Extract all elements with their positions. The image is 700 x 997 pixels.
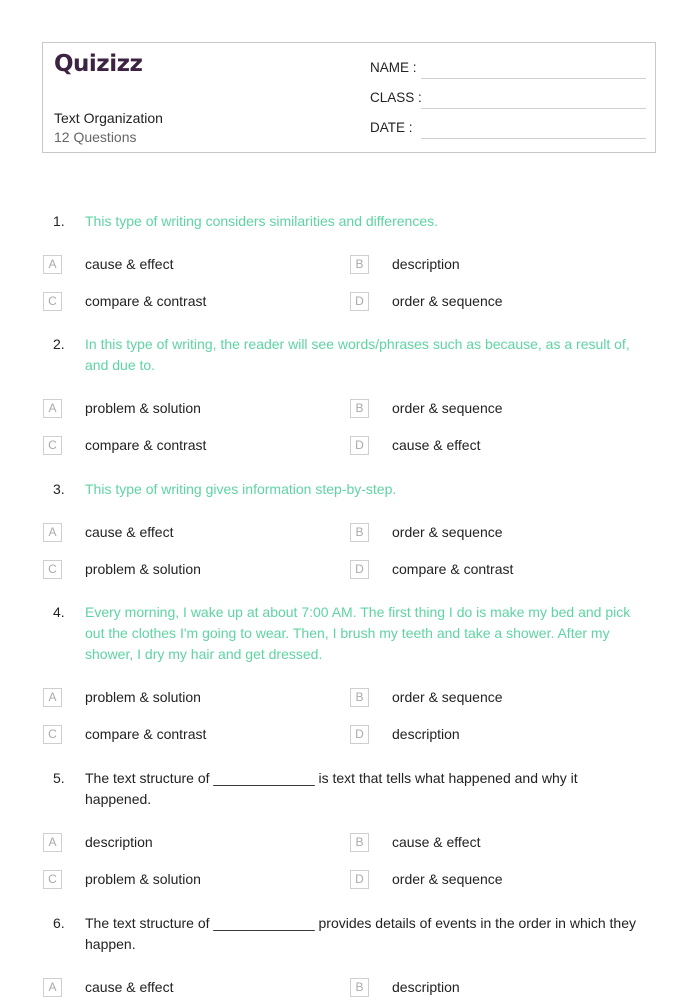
option-text-b[interactable]: order & sequence	[392, 689, 503, 705]
option-text-c[interactable]: compare & contrast	[85, 293, 207, 309]
question-number: 1.	[53, 213, 65, 229]
option-letter-box-a[interactable]: A	[43, 255, 62, 274]
option-letter-box-a[interactable]: A	[43, 833, 62, 852]
option-letter-box-d[interactable]: D	[350, 725, 369, 744]
question-number: 3.	[53, 481, 65, 497]
class-label: CLASS :	[370, 90, 422, 105]
option-letter-box-a[interactable]: A	[43, 523, 62, 542]
question-count: 12 Questions	[54, 129, 137, 145]
option-text-a[interactable]: cause & effect	[85, 524, 174, 540]
option-letter-box-d[interactable]: D	[350, 292, 369, 311]
option-letter-box-d[interactable]: D	[350, 870, 369, 889]
date-label: DATE :	[370, 120, 413, 135]
option-text-a[interactable]: cause & effect	[85, 256, 174, 272]
option-text-c[interactable]: problem & solution	[85, 561, 201, 577]
name-line	[421, 78, 646, 79]
option-letter-box-a[interactable]: A	[43, 399, 62, 418]
question-text-line: out the clothes I'm going to wear. Then, I brush my teeth and take a shower. After my	[85, 625, 610, 641]
question-text-line: and due to.	[85, 357, 156, 373]
option-letter-box-c[interactable]: C	[43, 725, 62, 744]
option-text-b[interactable]: order & sequence	[392, 400, 503, 416]
question-text	[85, 334, 660, 376]
worksheet-title: Text Organization	[54, 110, 163, 126]
question-text-line: happen.	[85, 936, 136, 952]
option-letter-box-b[interactable]: B	[350, 833, 369, 852]
option-letter-box-c[interactable]: C	[43, 870, 62, 889]
option-letter-box-c[interactable]: C	[43, 436, 62, 455]
option-text-d[interactable]: cause & effect	[392, 437, 481, 453]
question-text-line: The text structure of _____________ provides details of events in the order in which they	[85, 915, 637, 931]
option-letter-box-d[interactable]: D	[350, 560, 369, 579]
question-text-line: This type of writing considers similarities and differences.	[85, 213, 439, 229]
question-text	[85, 479, 660, 500]
option-letter-box-c[interactable]: C	[43, 560, 62, 579]
option-text-c[interactable]: problem & solution	[85, 871, 201, 887]
option-letter-box-b[interactable]: B	[350, 688, 369, 707]
option-text-a[interactable]: problem & solution	[85, 689, 201, 705]
question-text	[85, 768, 660, 810]
option-letter-box-b[interactable]: B	[350, 978, 369, 997]
option-text-d[interactable]: compare & contrast	[392, 561, 514, 577]
option-text-b[interactable]: cause & effect	[392, 834, 481, 850]
option-letter-box-b[interactable]: B	[350, 523, 369, 542]
name-label: NAME :	[370, 60, 417, 75]
option-text-d[interactable]: description	[392, 726, 460, 742]
quizizz-logo: Quizizz	[54, 51, 143, 77]
question-number: 2.	[53, 336, 65, 352]
question-text-line: In this type of writing, the reader will see words/phrases such as because, as a result of,	[85, 336, 630, 352]
worksheet-header	[42, 42, 656, 153]
option-text-b[interactable]: order & sequence	[392, 524, 503, 540]
question-text-line: shower, I dry my hair and get dressed.	[85, 646, 323, 662]
date-line	[421, 138, 646, 139]
option-text-a[interactable]: cause & effect	[85, 979, 174, 995]
question-text-line: The text structure of _____________ is text that tells what happened and why it	[85, 770, 578, 786]
question-number: 4.	[53, 604, 65, 620]
option-text-c[interactable]: compare & contrast	[85, 726, 207, 742]
question-text	[85, 602, 660, 665]
option-letter-box-a[interactable]: A	[43, 688, 62, 707]
option-text-d[interactable]: order & sequence	[392, 871, 503, 887]
option-text-b[interactable]: description	[392, 979, 460, 995]
option-text-d[interactable]: order & sequence	[392, 293, 503, 309]
option-text-c[interactable]: compare & contrast	[85, 437, 207, 453]
question-text-line: Every morning, I wake up at about 7:00 AM. The first thing I do is make my bed and pick	[85, 604, 631, 620]
option-letter-box-d[interactable]: D	[350, 436, 369, 455]
question-text	[85, 913, 660, 955]
option-letter-box-b[interactable]: B	[350, 399, 369, 418]
option-text-b[interactable]: description	[392, 256, 460, 272]
option-letter-box-a[interactable]: A	[43, 978, 62, 997]
class-line	[421, 108, 646, 109]
option-letter-box-b[interactable]: B	[350, 255, 369, 274]
option-text-a[interactable]: problem & solution	[85, 400, 201, 416]
question-text-line: happened.	[85, 791, 152, 807]
option-letter-box-c[interactable]: C	[43, 292, 62, 311]
question-text	[85, 211, 660, 232]
question-number: 5.	[53, 770, 65, 786]
question-number: 6.	[53, 915, 65, 931]
question-text-line: This type of writing gives information step-by-step.	[85, 481, 397, 497]
option-text-a[interactable]: description	[85, 834, 153, 850]
